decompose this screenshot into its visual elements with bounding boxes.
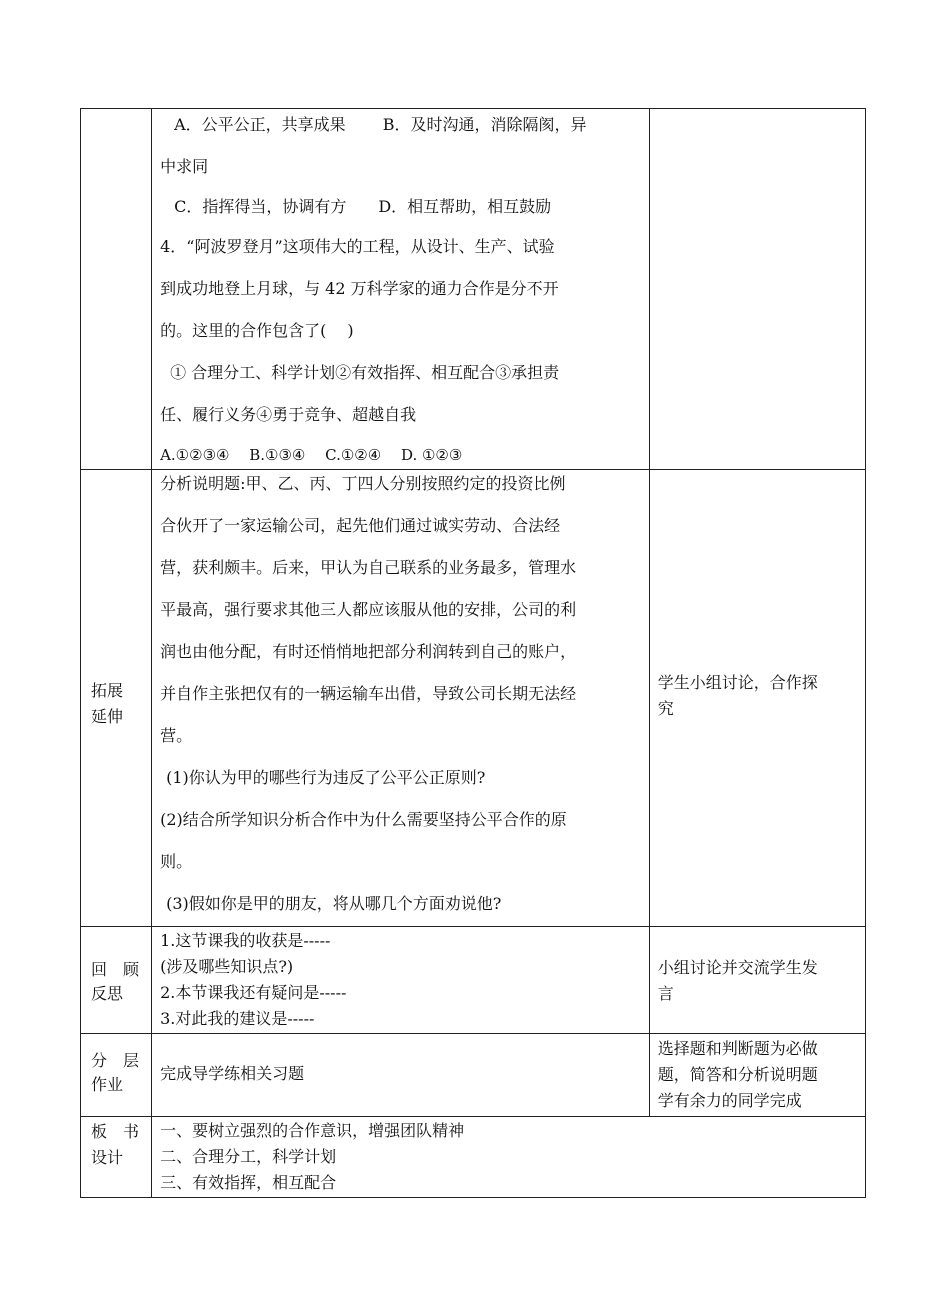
- table-row: [81, 1117, 866, 1198]
- note-text: 学有余力的同学完成: [657, 1091, 802, 1110]
- question-line: ① 合理分工、科学计划②有效指挥、相互配合③承担责: [170, 363, 560, 382]
- row-label: 拓展: [91, 681, 124, 700]
- analysis-line: (2)结合所学知识分析合作中为什么需要坚持公平合作的原: [160, 810, 567, 829]
- review-line: 1.这节课我的收获是-----: [160, 931, 331, 950]
- analysis-line: 合伙开了一家运输公司，起先他们通过诚实劳动、合法经: [160, 516, 561, 535]
- label-cell: [81, 470, 152, 927]
- homework-text: 完成导学练相关习题: [160, 1064, 305, 1083]
- row-label: 反思: [91, 984, 124, 1003]
- table-row: [81, 1034, 866, 1117]
- question-line: A.①②③④ B.①③④ C.①②④ D. ①②③: [160, 446, 463, 464]
- note-text: 选择题和判断题为必做: [657, 1039, 818, 1058]
- analysis-line: 分析说明题:甲、乙、丙、丁四人分别按照约定的投资比例: [160, 474, 566, 493]
- content-cell: [152, 109, 650, 470]
- note-text: 小组讨论并交流学生发: [657, 958, 818, 977]
- note-cell: [649, 927, 865, 1034]
- row-label: 延伸: [91, 707, 124, 726]
- analysis-line: 润也由他分配，有时还悄悄地把部分利润转到自己的账户，: [160, 642, 577, 661]
- analysis-line: 平最高，强行要求其他三人都应该服从他的安排，公司的利: [160, 600, 577, 619]
- question-line: C．指挥得当，协调有方 D．相互帮助，相互鼓励: [174, 197, 552, 216]
- board-line: 三、有效指挥，相互配合: [160, 1173, 337, 1192]
- row-label: 板 书: [91, 1122, 140, 1141]
- review-line: (涉及哪些知识点?): [160, 957, 294, 976]
- content-cell: [152, 927, 650, 1034]
- row-label: 回 顾: [91, 960, 140, 979]
- question-line: A．公平公正，共享成果 B．及时沟通，消除隔阂，异: [174, 115, 587, 134]
- table-row: [81, 109, 866, 470]
- label-cell: [81, 1117, 152, 1198]
- board-line: 二、合理分工，科学计划: [160, 1147, 337, 1166]
- question-line: 到成功地登上月球，与 42 万科学家的通力合作是分不开: [160, 279, 559, 298]
- content-cell: [152, 470, 650, 927]
- question-line: 的。这里的合作包含了( ): [160, 321, 354, 340]
- question-line: 任、履行义务④勇于竞争、超越自我: [160, 405, 417, 424]
- note-text: 题，简答和分析说明题: [657, 1065, 818, 1084]
- row-label: 设计: [91, 1148, 124, 1167]
- lesson-plan-table: [80, 108, 866, 1198]
- table-row: [81, 470, 866, 927]
- analysis-line: (1)你认为甲的哪些行为违反了公平公正原则?: [166, 768, 486, 787]
- table-row: [81, 927, 866, 1034]
- content-cell: [152, 1117, 866, 1198]
- note-text: 究: [657, 699, 674, 718]
- note-cell: [649, 1034, 865, 1117]
- question-line: 4．“阿波罗登月”这项伟大的工程，从设计、生产、试验: [160, 237, 555, 256]
- analysis-line: 并自作主张把仅有的一辆运输车出借，导致公司长期无法经: [160, 684, 577, 703]
- label-cell: [81, 927, 152, 1034]
- review-line: 3.对此我的建议是-----: [160, 1009, 315, 1028]
- label-cell: [81, 1034, 152, 1117]
- review-line: 2.本节课我还有疑问是-----: [160, 983, 347, 1002]
- analysis-line: 则。: [160, 852, 193, 871]
- note-cell: [649, 470, 865, 927]
- note-text: 言: [657, 984, 674, 1003]
- content-cell: [152, 1034, 650, 1117]
- note-cell: [649, 109, 865, 470]
- question-line: 中求同: [160, 157, 209, 176]
- analysis-line: 营。: [160, 726, 193, 745]
- analysis-line: 营，获利颇丰。后来，甲认为自己联系的业务最多，管理水: [160, 558, 577, 577]
- note-text: 学生小组讨论，合作探: [657, 673, 818, 692]
- row-label: 分 层: [91, 1051, 140, 1070]
- analysis-line: (3)假如你是甲的朋友，将从哪几个方面劝说他?: [166, 894, 502, 913]
- board-line: 一、要树立强烈的合作意识，增强团队精神: [160, 1121, 465, 1140]
- row-label: 作业: [91, 1075, 124, 1094]
- label-cell: [81, 109, 152, 470]
